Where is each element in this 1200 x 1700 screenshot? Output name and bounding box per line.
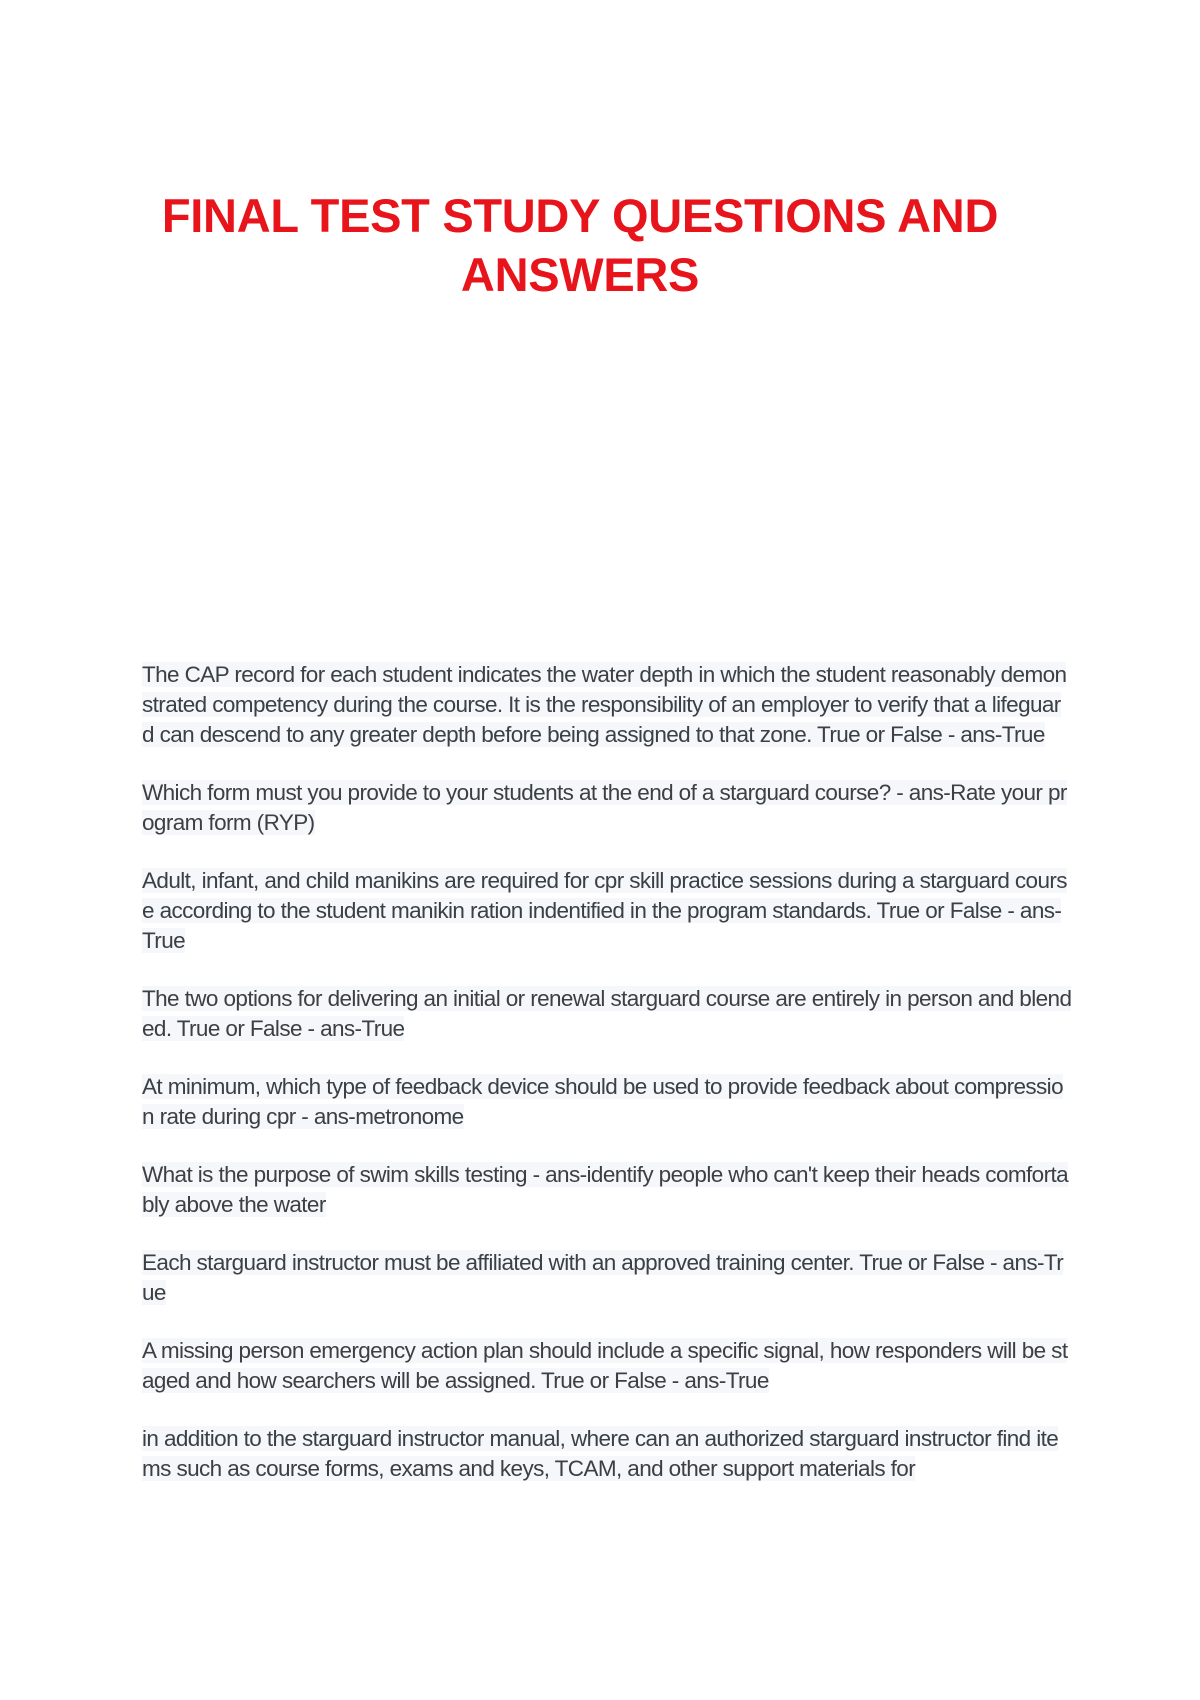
qa-item: Each starguard instructor must be affiliated with an approved training center. True or False - ans-True	[142, 1250, 1064, 1305]
qa-list	[142, 660, 1072, 1512]
qa-item: A missing person emergency action plan should include a specific signal, how responders will be staged and how searchers will be assigned. True or False - ans-True	[142, 1338, 1068, 1393]
qa-item: Adult, infant, and child manikins are required for cpr skill practice sessions during a starguard course according to the student manikin ration indentified in the program standards. True or False - ans-True	[142, 868, 1067, 953]
qa-item: The CAP record for each student indicates the water depth in which the student reasonably demonstrated competency during the course. It is the responsibility of an employer to verify that a lifeguard can descend to any greater depth before being assigned to that zone. True or False - ans-True	[142, 662, 1067, 747]
qa-item: At minimum, which type of feedback device should be used to provide feedback about compression rate during cpr - ans-metronome	[142, 1074, 1063, 1129]
qa-item: The two options for delivering an initial or renewal starguard course are entirely in person and blended. True or False - ans-True	[142, 986, 1072, 1041]
qa-item: in addition to the starguard instructor manual, where can an authorized starguard instructor find items such as course forms, exams and keys, TCAM, and other support materials for	[142, 1426, 1059, 1481]
qa-item: Which form must you provide to your students at the end of a starguard course? - ans-Rate your program form (RYP)	[142, 780, 1067, 835]
page-title: FINAL TEST STUDY QUESTIONS AND ANSWERS	[161, 189, 999, 301]
qa-item: What is the purpose of swim skills testing - ans-identify people who can't keep their heads comfortably above the water	[142, 1162, 1069, 1217]
